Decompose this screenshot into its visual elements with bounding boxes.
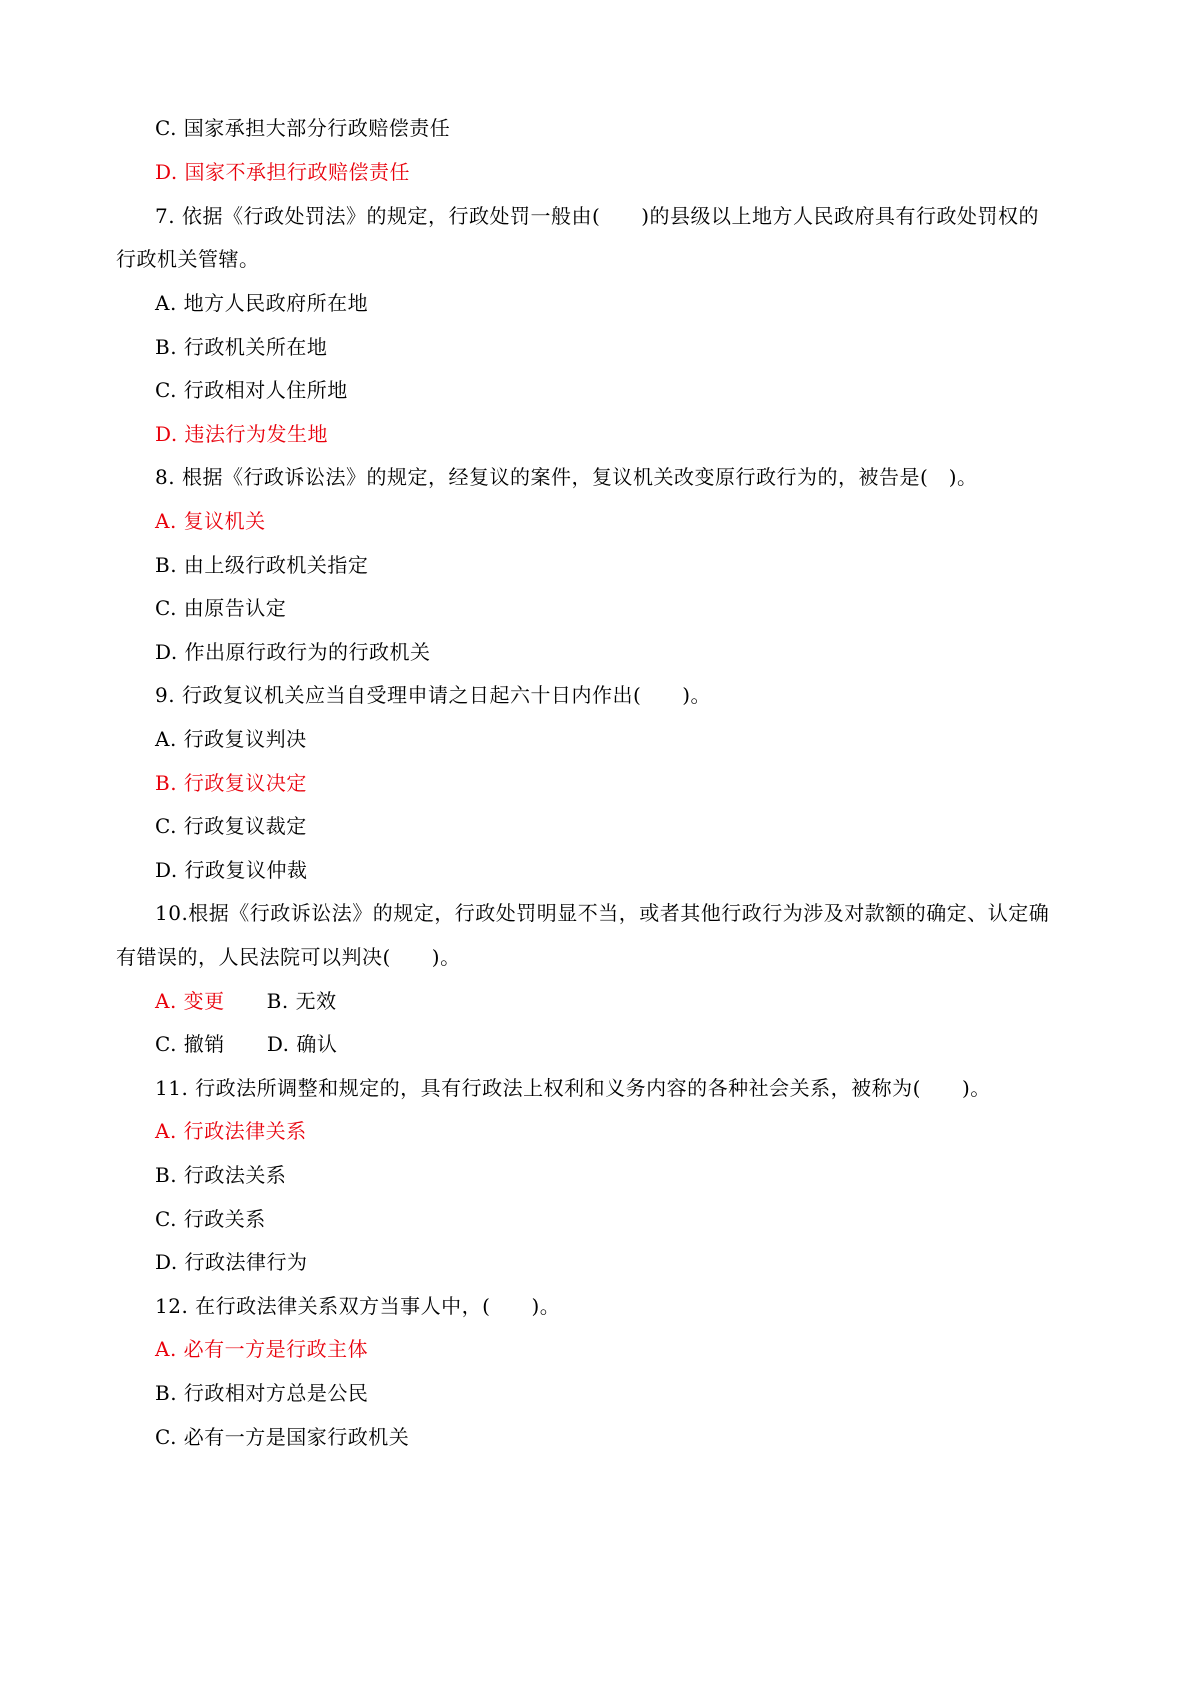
option-d: D. 确认 [266,1032,338,1056]
option-a: A. 行政复议判决 [155,727,307,751]
option-b: B. 由上级行政机关指定 [155,553,369,577]
option-c: C. 撤销 [155,1032,225,1056]
question-7: 7. 依据《行政处罚法》的规定，行政处罚一般由( )的县级以上地方人民政府具有行政处罚权的 [155,204,1040,228]
option-b: B. 行政相对方总是公民 [155,1381,369,1405]
question-9: 9. 行政复议机关应当自受理申请之日起六十日内作出( )。 [155,683,712,707]
question-8: 8. 根据《行政诉讼法》的规定，经复议的案件，复议机关改变原行政行为的，被告是( )。 [155,465,978,489]
option-a: A. 地方人民政府所在地 [155,291,369,315]
question-7-continuation: 行政机关管辖。 [116,247,260,271]
question-10-continuation: 有错误的，人民法院可以判决( )。 [116,945,461,969]
option-b: B. 无效 [266,989,337,1013]
question-10-options-row-1 [155,987,337,1015]
option-c: C. 行政关系 [155,1207,266,1231]
option-b: B. 行政机关所在地 [155,335,328,359]
answer-option-a: A. 复议机关 [155,509,266,533]
option-c: C. 国家承担大部分行政赔偿责任 [155,116,451,140]
question-11: 11. 行政法所调整和规定的，具有行政法上权利和义务内容的各种社会关系，被称为( )。 [155,1076,991,1100]
question-10-options-row-2 [155,1030,337,1058]
answer-option-b: B. 行政复议决定 [155,771,307,795]
option-d: D. 行政复议仲裁 [155,858,308,882]
answer-option-a: A. 必有一方是行政主体 [155,1337,369,1361]
option-c: C. 行政相对人住所地 [155,378,348,402]
option-b: B. 行政法关系 [155,1163,287,1187]
option-c: C. 由原告认定 [155,596,287,620]
answer-option-a: A. 行政法律关系 [155,1119,307,1143]
question-10: 10.根据《行政诉讼法》的规定，行政处罚明显不当，或者其他行政行为涉及对款额的确定、认定确 [155,901,1050,925]
option-c: C. 行政复议裁定 [155,814,307,838]
answer-option-d: D. 违法行为发生地 [155,422,329,446]
option-c: C. 必有一方是国家行政机关 [155,1425,410,1449]
answer-option-d: D. 国家不承担行政赔偿责任 [155,160,411,184]
option-d: D. 行政法律行为 [155,1250,308,1274]
question-12: 12. 在行政法律关系双方当事人中，( )。 [155,1294,561,1318]
answer-option-a: A. 变更 [155,989,225,1013]
option-d: D. 作出原行政行为的行政机关 [155,640,431,664]
